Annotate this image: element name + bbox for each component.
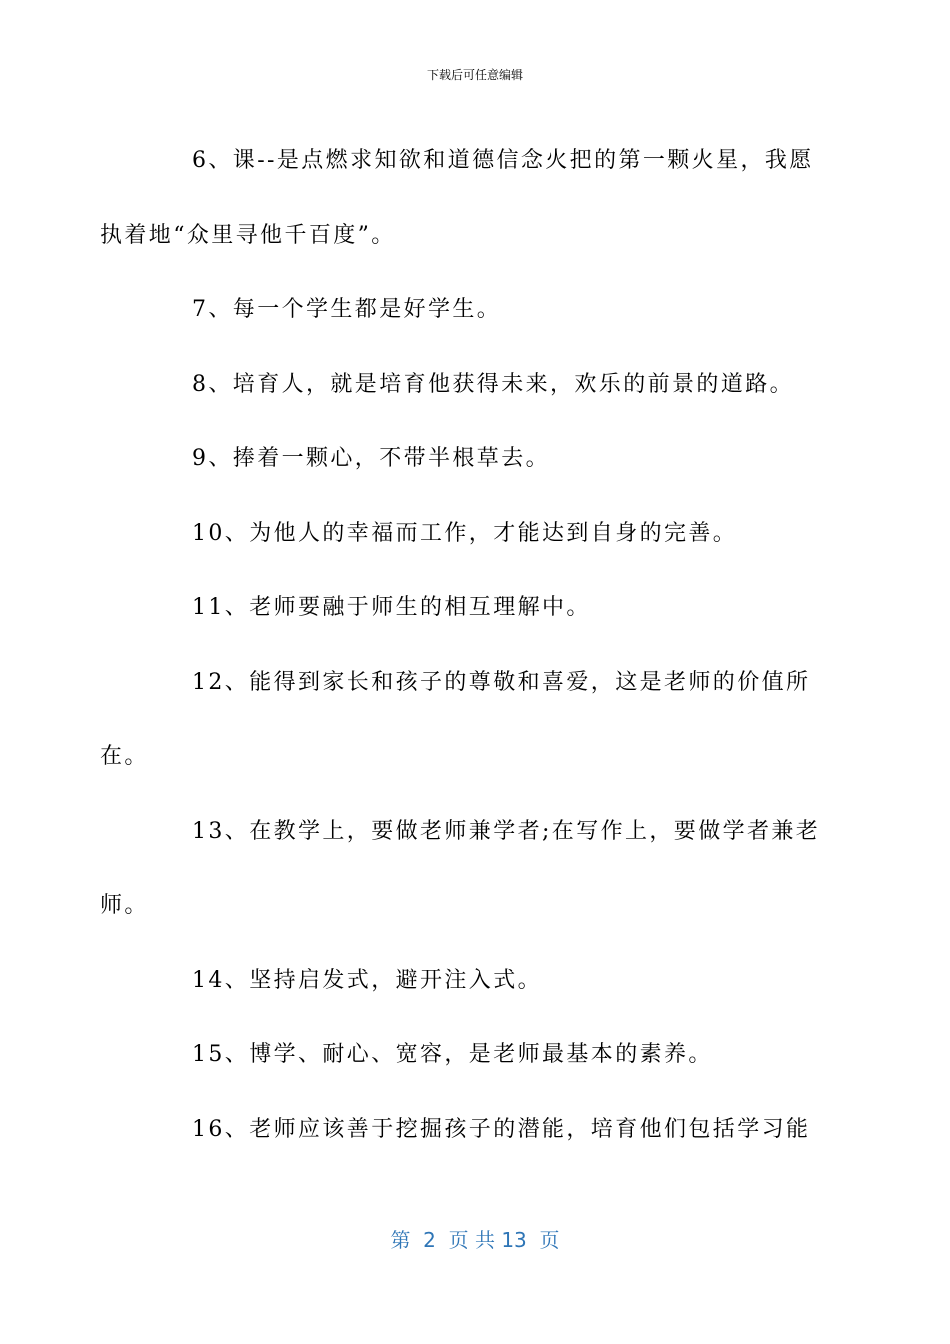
paragraph-line: 执着地“众里寻他千百度”。 xyxy=(100,222,396,248)
page-number-footer: 第 2 页 共 13 页 xyxy=(390,1228,560,1252)
paragraph-line: 16、老师应该善于挖掘孩子的潜能，培育他们包括学习能 xyxy=(192,1116,811,1142)
page-header: 下载后可任意编辑 xyxy=(426,68,523,82)
paragraph-8 xyxy=(146,348,806,423)
paragraph-12 xyxy=(100,646,811,795)
paragraph-11 xyxy=(146,571,806,646)
paragraph-6 xyxy=(100,124,814,273)
paragraph-line: 12、能得到家长和孩子的尊敬和喜爱，这是老师的价值所 xyxy=(192,669,811,695)
paragraph-14 xyxy=(146,944,806,1019)
paragraph-7 xyxy=(146,273,806,348)
paragraph-line: 14、坚持启发式，避开注入式。 xyxy=(192,967,542,993)
paragraph-line: 10、为他人的幸福而工作，才能达到自身的完善。 xyxy=(192,520,738,546)
paragraph-10 xyxy=(146,497,806,572)
paragraph-line: 11、老师要融于师生的相互理解中。 xyxy=(192,595,591,620)
paragraph-line: 9、捧着一颗心，不带半根草去。 xyxy=(192,446,550,471)
paragraph-13 xyxy=(100,795,821,944)
document-body xyxy=(100,124,821,1167)
paragraph-line: 师。 xyxy=(100,893,149,918)
paragraph-line: 8、培育人，就是培育他获得未来，欢乐的前景的道路。 xyxy=(192,371,794,397)
paragraph-line: 13、在教学上，要做老师兼学者;在写作上，要做学者兼老 xyxy=(192,818,821,844)
paragraph-line: 6、课--是点燃求知欲和道德信念火把的第一颗火星，我愿 xyxy=(192,148,814,173)
paragraph-15 xyxy=(146,1018,806,1093)
paragraph-line: 15、博学、耐心、宽容，是老师最基本的素养。 xyxy=(192,1042,713,1067)
paragraph-line: 7、每一个学生都是好学生。 xyxy=(192,297,502,322)
paragraph-9 xyxy=(146,422,806,497)
paragraph-16 xyxy=(146,1093,811,1168)
paragraph-line: 在。 xyxy=(100,744,149,769)
